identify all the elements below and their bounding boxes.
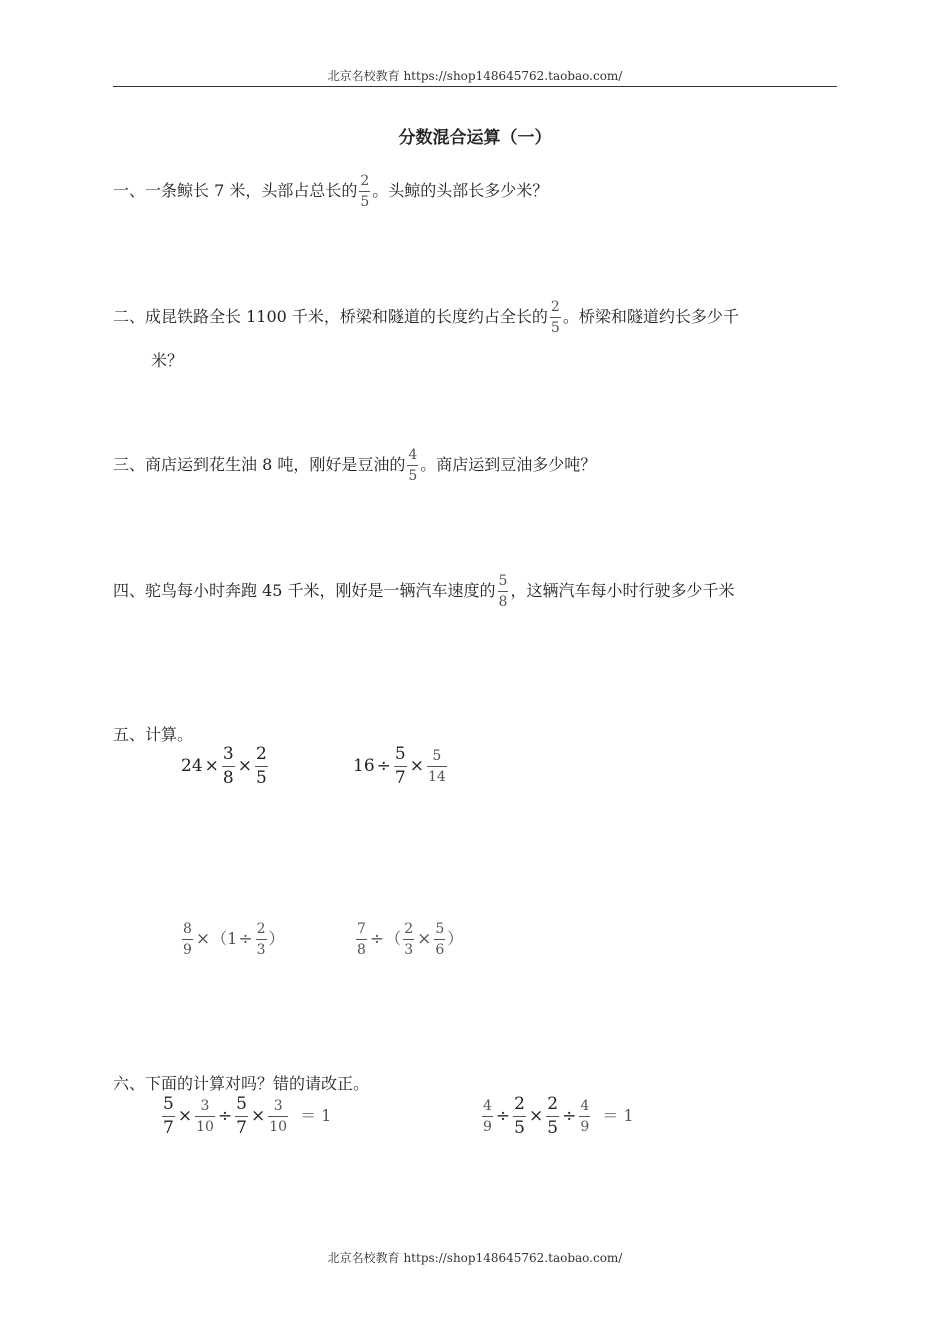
question-2-continuation: 米？: [151, 351, 184, 370]
denominator: 9: [579, 1116, 590, 1134]
numerator: 2: [547, 1094, 559, 1114]
denominator: 3: [403, 939, 414, 957]
fraction: [256, 922, 267, 957]
equals-result: ＝ 1: [300, 1106, 332, 1125]
numerator: 4: [580, 1098, 590, 1114]
fraction: [255, 746, 268, 787]
number: 16: [353, 756, 375, 776]
divide-sign: ÷: [495, 1106, 511, 1126]
fraction: [268, 1099, 288, 1134]
numerator: 3: [273, 1098, 283, 1114]
question-6-expression-2: [480, 1096, 634, 1137]
fraction: [182, 922, 193, 957]
divide-sign: ÷: [376, 756, 391, 776]
question-2-text-a: 二、成昆铁路全长 1100 千米，桥梁和隧道的长度约占全长的: [113, 307, 548, 326]
question-4-text-a: 四、驼鸟每小时奔跑 45 千米，刚好是一辆汽车速度的: [113, 581, 496, 600]
denominator: 5: [550, 317, 561, 335]
denominator: 7: [394, 768, 406, 788]
fraction: [222, 746, 235, 787]
question-3-text-b: 。商店运到豆油多少吨？: [420, 455, 597, 474]
times-sign: ×: [417, 929, 432, 949]
denominator: 5: [255, 768, 267, 788]
numerator: 2: [255, 744, 267, 764]
numerator: 5: [435, 921, 445, 937]
divide-sign: ÷: [369, 929, 385, 949]
times-sign: ×: [237, 756, 252, 776]
denominator: 5: [514, 1118, 525, 1138]
question-4: [113, 574, 734, 609]
question-6-label: 六、下面的计算对吗？错的请改正。: [113, 1074, 370, 1093]
fraction: [427, 749, 447, 784]
numerator: 2: [404, 921, 414, 937]
left-paren: （1: [211, 929, 238, 948]
question-6-expression-1: [160, 1096, 331, 1137]
question-5-expression-2: [352, 746, 449, 787]
right-paren: ）: [268, 929, 285, 948]
header-rule: [113, 86, 837, 87]
numerator: 8: [183, 921, 192, 937]
fraction: [434, 922, 445, 957]
fraction: [403, 922, 414, 957]
question-1-text-a: 一、一条鲸长 7 米，头部占总长的: [113, 181, 358, 200]
fraction: [546, 1096, 559, 1137]
question-2-fraction: [550, 300, 561, 335]
left-paren: （: [385, 929, 402, 948]
denominator: 9: [182, 939, 193, 957]
denominator: 8: [498, 591, 509, 609]
right-paren: ）: [447, 929, 464, 948]
fraction: [356, 922, 367, 957]
denominator: 5: [359, 191, 370, 209]
times-sign: ×: [250, 1106, 266, 1126]
denominator: 7: [236, 1118, 247, 1138]
numerator: 5: [163, 1094, 174, 1114]
question-3-fraction: [407, 448, 418, 483]
numerator: 3: [200, 1098, 210, 1114]
fraction: [579, 1099, 590, 1134]
question-4-text-b: ，这辆汽车每小时行驶多少千米: [510, 581, 735, 600]
fraction: [394, 746, 407, 787]
page-header: 北京名校教育 https://shop148645762.taobao.com/: [327, 69, 623, 83]
numerator: 5: [432, 748, 442, 764]
denominator: 8: [356, 939, 367, 957]
fraction: [482, 1099, 493, 1134]
numerator: 7: [357, 921, 366, 937]
numerator: 4: [483, 1098, 492, 1114]
fraction: [162, 1096, 175, 1137]
question-2-text-b: 。桥梁和隧道约长多少千: [562, 307, 739, 326]
numerator: 5: [236, 1094, 247, 1114]
denominator: 8: [222, 768, 234, 788]
denominator: 10: [268, 1116, 288, 1134]
fraction: [235, 1096, 248, 1137]
question-1-fraction: [359, 174, 370, 209]
divide-sign: ÷: [562, 1106, 577, 1126]
question-1-text-b: 。头鲸的头部长多少米？: [372, 181, 549, 200]
numerator: 2: [360, 173, 370, 189]
denominator: 3: [256, 939, 267, 957]
numerator: 2: [550, 299, 560, 315]
page-title: 分数混合运算（一）: [398, 128, 552, 148]
question-3-text-a: 三、商店运到花生油 8 吨，刚好是豆油的: [113, 455, 406, 474]
times-sign: ×: [409, 756, 424, 776]
numerator: 4: [408, 447, 418, 463]
numerator: 5: [498, 573, 508, 589]
denominator: 5: [547, 1118, 559, 1138]
page-footer: 北京名校教育 https://shop148645762.taobao.com/: [327, 1251, 623, 1265]
times-sign: ×: [204, 756, 219, 776]
denominator: 6: [434, 939, 445, 957]
question-5-label: 五、计算。: [113, 725, 194, 744]
question-4-fraction: [498, 574, 509, 609]
denominator: 7: [163, 1118, 174, 1138]
equals-result: ＝ 1: [602, 1106, 634, 1125]
numerator: 2: [256, 921, 266, 937]
times-sign: ×: [177, 1106, 193, 1126]
question-1: [113, 174, 548, 209]
denominator: 9: [482, 1116, 493, 1134]
denominator: 5: [407, 465, 418, 483]
question-2: [113, 300, 739, 335]
question-5-expression-1: [180, 746, 270, 787]
fraction: [195, 1099, 215, 1134]
numerator: 2: [514, 1094, 525, 1114]
denominator: 10: [195, 1116, 215, 1134]
number: 24: [181, 756, 203, 776]
question-5-expression-3: [180, 922, 285, 957]
fraction: [513, 1096, 526, 1137]
question-5-expression-4: [354, 922, 463, 957]
divide-sign: ÷: [217, 1106, 233, 1126]
times-sign: ×: [195, 929, 211, 949]
numerator: 3: [222, 744, 234, 764]
denominator: 14: [427, 766, 447, 784]
divide-sign: ÷: [238, 929, 253, 949]
times-sign: ×: [529, 1106, 544, 1126]
question-3: [113, 448, 596, 483]
numerator: 5: [394, 744, 406, 764]
